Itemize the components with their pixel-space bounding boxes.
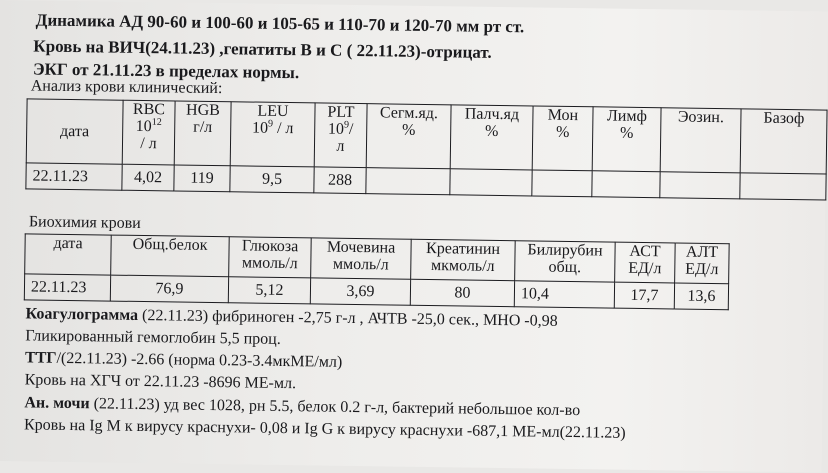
cbc-header-mon: Мон % <box>532 106 593 171</box>
cbc-header-leu: LEU $10^9$ / л <box>230 102 315 167</box>
cbc-header-row <box>26 99 827 174</box>
cbc-header-segm: Сегм.яд. % <box>366 104 451 169</box>
hba1c-line: Гликированный гемоглобин 5,5 проц. <box>25 327 281 348</box>
cbc-table <box>25 98 827 200</box>
cbc-cell-plt: 288 <box>314 167 366 194</box>
biochem-header-urea: Мочевина ммоль/л <box>311 238 412 279</box>
biochem-header-alt: АЛТ ЕД/л <box>675 243 730 284</box>
cbc-cell-limf <box>592 171 660 198</box>
ecg-line: ЭКГ от 21.11.23 в пределах нормы. <box>32 59 300 83</box>
biochem-table <box>24 233 730 310</box>
cbc-title: Анализ крови клинический: <box>30 77 223 98</box>
cbc-cell-date: 22.11.23 <box>26 163 122 190</box>
cbc-header-plt: PLT $10^9/$ л <box>314 103 367 168</box>
cbc-cell-segm <box>366 168 450 195</box>
coagulogram-line <box>25 305 557 330</box>
cbc-cell-eozin <box>660 172 740 199</box>
cbc-header-bazof: Базоф <box>740 109 827 174</box>
cbc-header-hgb: HGB г/л <box>174 101 231 166</box>
biochem-title: Биохимия крови <box>28 213 141 232</box>
biochem-header-date: дата <box>25 234 112 275</box>
biochem-header-protein: Общ.белок <box>111 235 230 277</box>
ttg-text: /(22.11.23) -2.66 (норма 0.23-3.4мкМЕ/мл) <box>56 349 343 371</box>
urine-label: Ан. мочи <box>24 394 90 413</box>
hiv-hepatitis-line: Кровь на ВИЧ(24.11.23) ,гепатиты В и С ( 22.11.23)-отрицат. <box>33 36 492 62</box>
cbc-cell-rbc: 4,02 <box>122 164 174 191</box>
ttg-line <box>25 349 342 371</box>
hcg-line: Кровь на ХГЧ от 22.11.23 -8696 МЕ-мл. <box>24 371 297 393</box>
biochem-cell-protein: 76,9 <box>110 275 228 303</box>
coagulogram-label: Коагулограмма <box>25 305 139 324</box>
cbc-header-palch: Палч.яд % <box>450 105 533 170</box>
cbc-cell-mon <box>532 170 592 197</box>
cbc-cell-palch <box>450 169 532 196</box>
cbc-header-date: дата <box>26 99 123 164</box>
ttg-label: ТТГ <box>24 349 57 367</box>
biochem-header-bili: Билирубин общ. <box>515 241 616 282</box>
cbc-cell-bazof <box>740 173 826 200</box>
coagulogram-text: (22.11.23) фибриноген -2,75 г-л , АЧТВ -25,0 сек., МНО -0,98 <box>137 306 558 330</box>
biochem-header-glucose: Глюкоза ммоль/л <box>229 237 312 278</box>
biochem-header-creat: Креатинин мкмоль/л <box>411 239 516 280</box>
biochem-cell-bili: 10,4 <box>514 281 614 308</box>
blood-pressure-line: Динамика АД 90-60 и 100-60 и 105-65 и 110-70 и 120-70 мм рт ст. <box>35 10 525 37</box>
biochem-header-ast: АСТ ЕД/л <box>615 242 676 283</box>
biochem-cell-alt: 13,6 <box>674 283 728 310</box>
cbc-header-limf: Лимф % <box>592 107 661 172</box>
urine-text: (22.11.23) уд вес 1028, рн 5.5, белок 0.2 г-л, бактерий небольшое кол-во <box>89 395 581 420</box>
cbc-header-rbc: RBC $10^{12}$ / л <box>122 100 175 165</box>
cbc-cell-hgb: 119 <box>174 165 230 192</box>
rubella-line: Кровь на Ig M к вирусу краснухи- 0,08 и Ig G к вирусу краснухи -687,1 МЕ-мл(22.11.23) <box>23 416 626 442</box>
cbc-header-eozin: Эозин. <box>660 108 741 173</box>
biochem-cell-creat: 80 <box>410 279 514 306</box>
biochem-cell-glucose: 5,12 <box>228 277 310 304</box>
cbc-cell-leu: 9,5 <box>230 166 314 193</box>
biochem-cell-date: 22.11.23 <box>24 274 110 301</box>
biochem-cell-ast: 17,7 <box>614 282 674 309</box>
urine-line <box>24 394 580 420</box>
biochem-cell-urea: 3,69 <box>310 278 410 305</box>
